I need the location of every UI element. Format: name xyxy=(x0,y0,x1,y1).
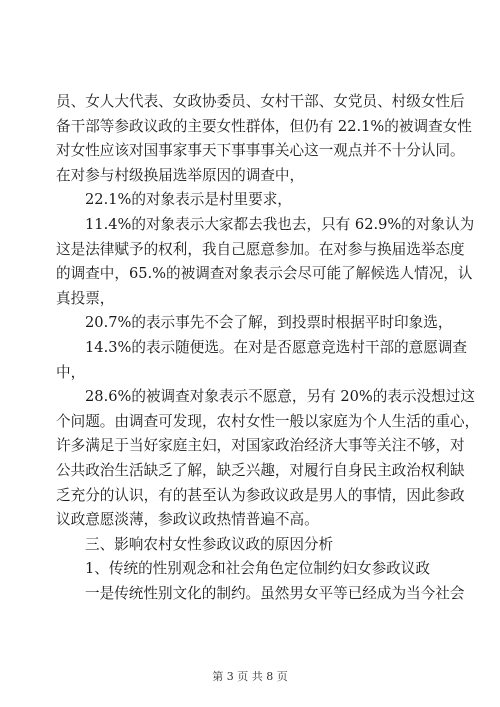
text-line: 在对参与村级换届选举原因的调查中， xyxy=(56,166,305,184)
text-line: 许多满足于当好家庭主妇，对国家政治经济大事等关注不够，对 xyxy=(56,437,465,455)
text-line: 中， xyxy=(56,363,86,381)
text-line: 员、女人大代表、女政协委员、女村干部、女党员、村级女性后 xyxy=(56,93,465,110)
section-heading: 三、影响农村女性参政议政的原因分析 xyxy=(85,535,334,553)
text-line: 对女性应该对国事家事天下事事事关心这一观点并不十分认同。 xyxy=(56,142,465,160)
text-line: 个问题。由调查可发现，农村女性一般以家庭为个人生活的重心， xyxy=(56,412,480,430)
subsection-heading: 1、传统的性别观念和社会角色定位制约妇女参政议政 xyxy=(85,560,430,578)
text-line: 议政意愿淡薄，参政议政热情普遍不高。 xyxy=(56,511,319,529)
text-line: 这是法律赋予的权利，我自己愿意参加。在对参与换届选举态度 xyxy=(56,240,465,258)
page-number: 第 3 页 共 8 页 xyxy=(212,670,288,683)
text-line: 28.6%的被调查对象表示不愿意，另有 20%的表示没想过这 xyxy=(85,388,475,406)
text-line: 备干部等参政议政的主要女性群体，但仍有 22.1%的被调查女性 xyxy=(56,117,472,135)
text-line: 乏充分的认识，有的甚至认为参政议政是男人的事情，因此参政 xyxy=(56,486,465,504)
body-text xyxy=(56,90,480,606)
text-line: 的调查中，65.%的被调查对象表示会尽可能了解候选人情况，认 xyxy=(56,265,473,283)
text-line: 20.7%的表示事先不会了解，到投票时根据平时印象选， xyxy=(85,314,453,332)
text-line: 22.1%的对象表示是村里要求， xyxy=(85,191,292,209)
text-line: 11.4%的对象表示大家都去我也去，只有 62.9%的对象认为 xyxy=(85,215,475,233)
text-line: 真投票， xyxy=(56,289,115,307)
text-line: 公共政治生活缺乏了解，缺乏兴趣，对履行自身民主政治权利缺 xyxy=(56,461,465,479)
text-line: 一是传统性别文化的制约。虽然男女平等已经成为当今社会 xyxy=(85,584,465,602)
text-line: 14.3%的表示随便选。在对是否愿意竞选村干部的意愿调查 xyxy=(85,338,468,356)
